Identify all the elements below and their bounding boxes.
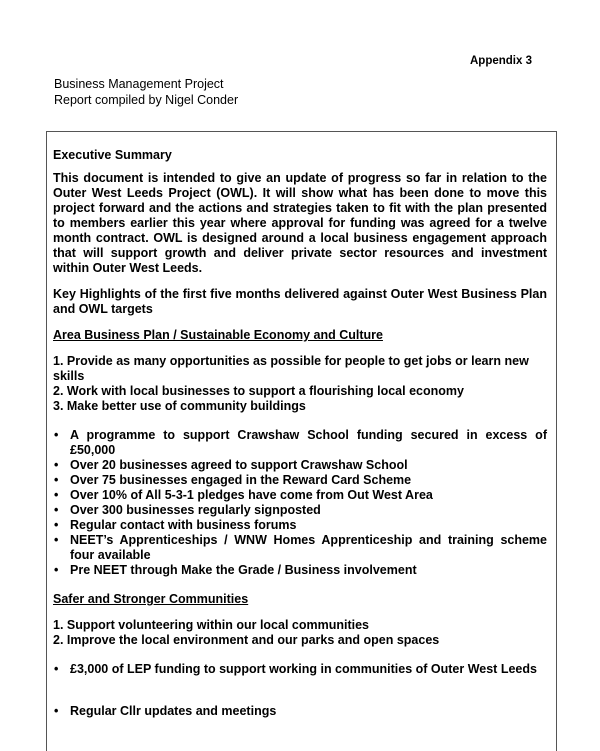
list-item: • Over 20 businesses agreed to support Crawshaw School xyxy=(54,458,408,472)
bullet-icon: • xyxy=(54,704,59,718)
summary-paragraph: This document is intended to give an update of progress so far in relation to the Outer West Leeds Project (OWL). It will show what has been done to move this project forward and the actions and strategies taken to fit with the plan presented to members earlier this year where approval for funding was agreed for a twelve month contract. OWL is designed around a local business engagement approach that will support growth and deliver private sector resources and investment within Outer West Leeds. xyxy=(53,171,547,275)
list-item: • Regular contact with business forums xyxy=(54,518,297,532)
list-item: • Regular Cllr updates and meetings xyxy=(54,704,277,718)
list-item: 3. Make better use of community buildings xyxy=(53,399,306,413)
list-item: 2. Work with local businesses to support a flourishing local economy xyxy=(53,384,464,398)
list-item: • NEET’s Apprenticeships / WNW Homes Apprenticeship and training scheme four available xyxy=(54,533,547,562)
bullet-icon: • xyxy=(54,518,59,532)
list-item: 2. Improve the local environment and our parks and open spaces xyxy=(53,633,440,647)
numbered-list-economy xyxy=(53,354,547,414)
list-item: • Pre NEET through Make the Grade / Business involvement xyxy=(54,563,417,577)
section-heading-communities: Safer and Stronger Communities xyxy=(53,592,249,606)
bullet-icon: • xyxy=(54,458,59,472)
summary-content xyxy=(53,148,547,719)
bullet-list-economy xyxy=(53,428,547,578)
summary-title: Executive Summary xyxy=(53,148,172,162)
highlights-paragraph: Key Highlights of the first five months delivered against Outer West Business Plan and OWL targets xyxy=(53,287,547,316)
bullet-icon: • xyxy=(54,503,59,517)
list-item: • £3,000 of LEP funding to support working in communities of Outer West Leeds xyxy=(54,662,537,676)
list-item: • Over 300 businesses regularly signposted xyxy=(54,503,321,517)
list-item: 1. Support volunteering within our local communities xyxy=(53,618,369,632)
project-title: Business Management Project xyxy=(54,77,224,91)
section-heading-economy: Area Business Plan / Sustainable Economy and Culture xyxy=(53,328,383,342)
list-item: • Over 10% of All 5-3-1 pledges have come from Out West Area xyxy=(54,488,433,502)
bullet-icon: • xyxy=(54,428,59,442)
appendix-label: Appendix 3 xyxy=(470,55,532,67)
list-item: • Over 75 businesses engaged in the Reward Card Scheme xyxy=(54,473,412,487)
list-item: • A programme to support Crawshaw School funding secured in excess of £50,000 xyxy=(54,428,547,457)
bullet-list-communities xyxy=(53,662,547,719)
bullet-icon: • xyxy=(54,662,59,676)
bullet-icon: • xyxy=(54,473,59,487)
compiled-by: Report compiled by Nigel Conder xyxy=(54,93,239,107)
bullet-icon: • xyxy=(54,533,59,547)
numbered-list-communities xyxy=(53,618,547,648)
list-item: 1. Provide as many opportunities as possible for people to get jobs or learn new skills xyxy=(53,354,529,383)
bullet-icon: • xyxy=(54,488,59,502)
bullet-icon: • xyxy=(54,563,59,577)
